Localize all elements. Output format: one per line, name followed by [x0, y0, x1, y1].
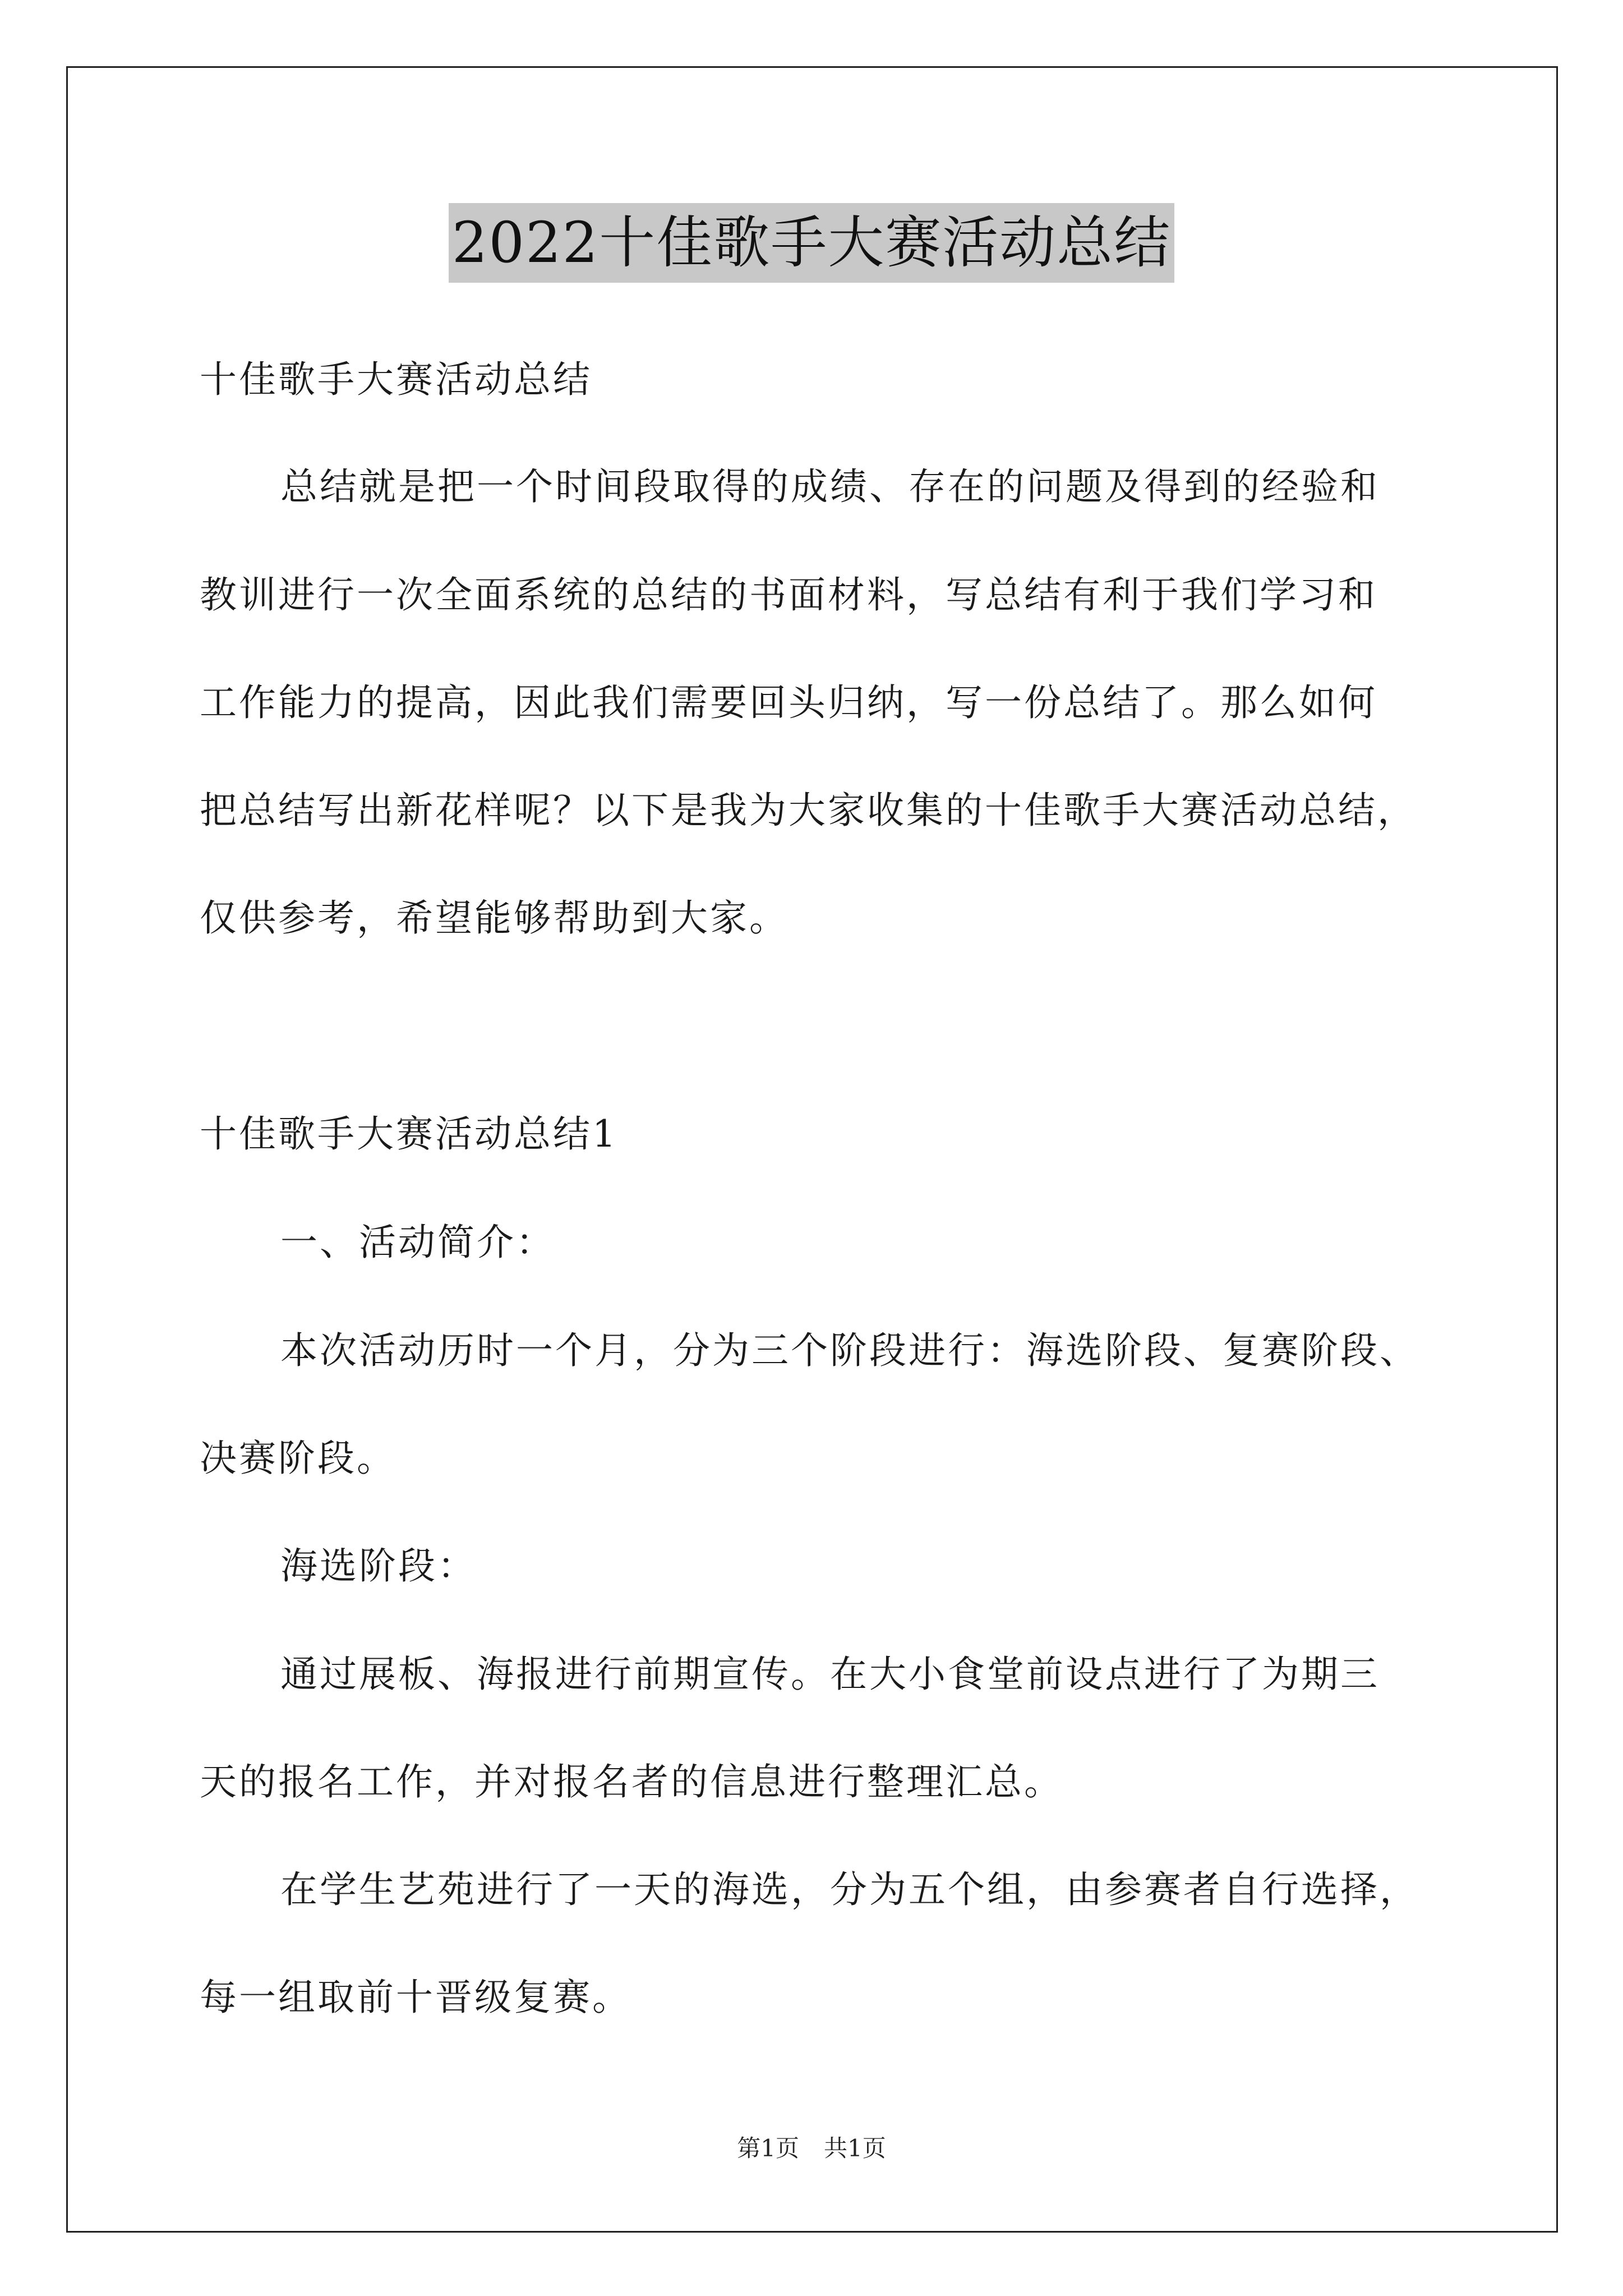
page-number-current: 第1页: [737, 2134, 799, 2162]
section-line-8: 每一组取前十晋级复赛。: [200, 1976, 631, 2019]
section-line-4: 海选阶段：: [280, 1544, 477, 1588]
section-line-6: 天的报名工作，并对报名者的信息进行整理汇总。: [200, 1760, 1063, 1803]
intro-line-3: 工作能力的提高，因此我们需要回头归纳，写一份总结了。那么如何: [200, 681, 1377, 724]
section-line-7: 在学生艺苑进行了一天的海选，分为五个组，由参赛者自行选择，: [280, 1868, 1419, 1911]
intro-line-1: 总结就是把一个时间段取得的成绩、存在的问题及得到的经验和: [280, 465, 1380, 508]
section-line-3: 决赛阶段。: [200, 1437, 396, 1480]
intro-line-5: 仅供参考，希望能够帮助到大家。: [200, 896, 789, 940]
document-subtitle: 十佳歌手大赛活动总结: [200, 358, 592, 401]
page-footer: [0, 2132, 1623, 2165]
intro-line-4: 把总结写出新花样呢？以下是我为大家收集的十佳歌手大赛活动总结，: [200, 789, 1417, 832]
document-title: 2022十佳歌手大赛活动总结: [449, 203, 1175, 283]
section-heading: 十佳歌手大赛活动总结1: [200, 1112, 618, 1156]
page-number-total: 共1页: [824, 2134, 886, 2162]
section-line-1: 一、活动简介：: [280, 1221, 555, 1264]
section-line-5: 通过展板、海报进行前期宣传。在大小食堂前设点进行了为期三: [280, 1653, 1380, 1696]
title-container: [0, 203, 1623, 283]
section-line-2: 本次活动历时一个月，分为三个阶段进行：海选阶段、复赛阶段、: [280, 1329, 1419, 1372]
intro-line-2: 教训进行一次全面系统的总结的书面材料，写总结有利于我们学习和: [200, 573, 1377, 616]
